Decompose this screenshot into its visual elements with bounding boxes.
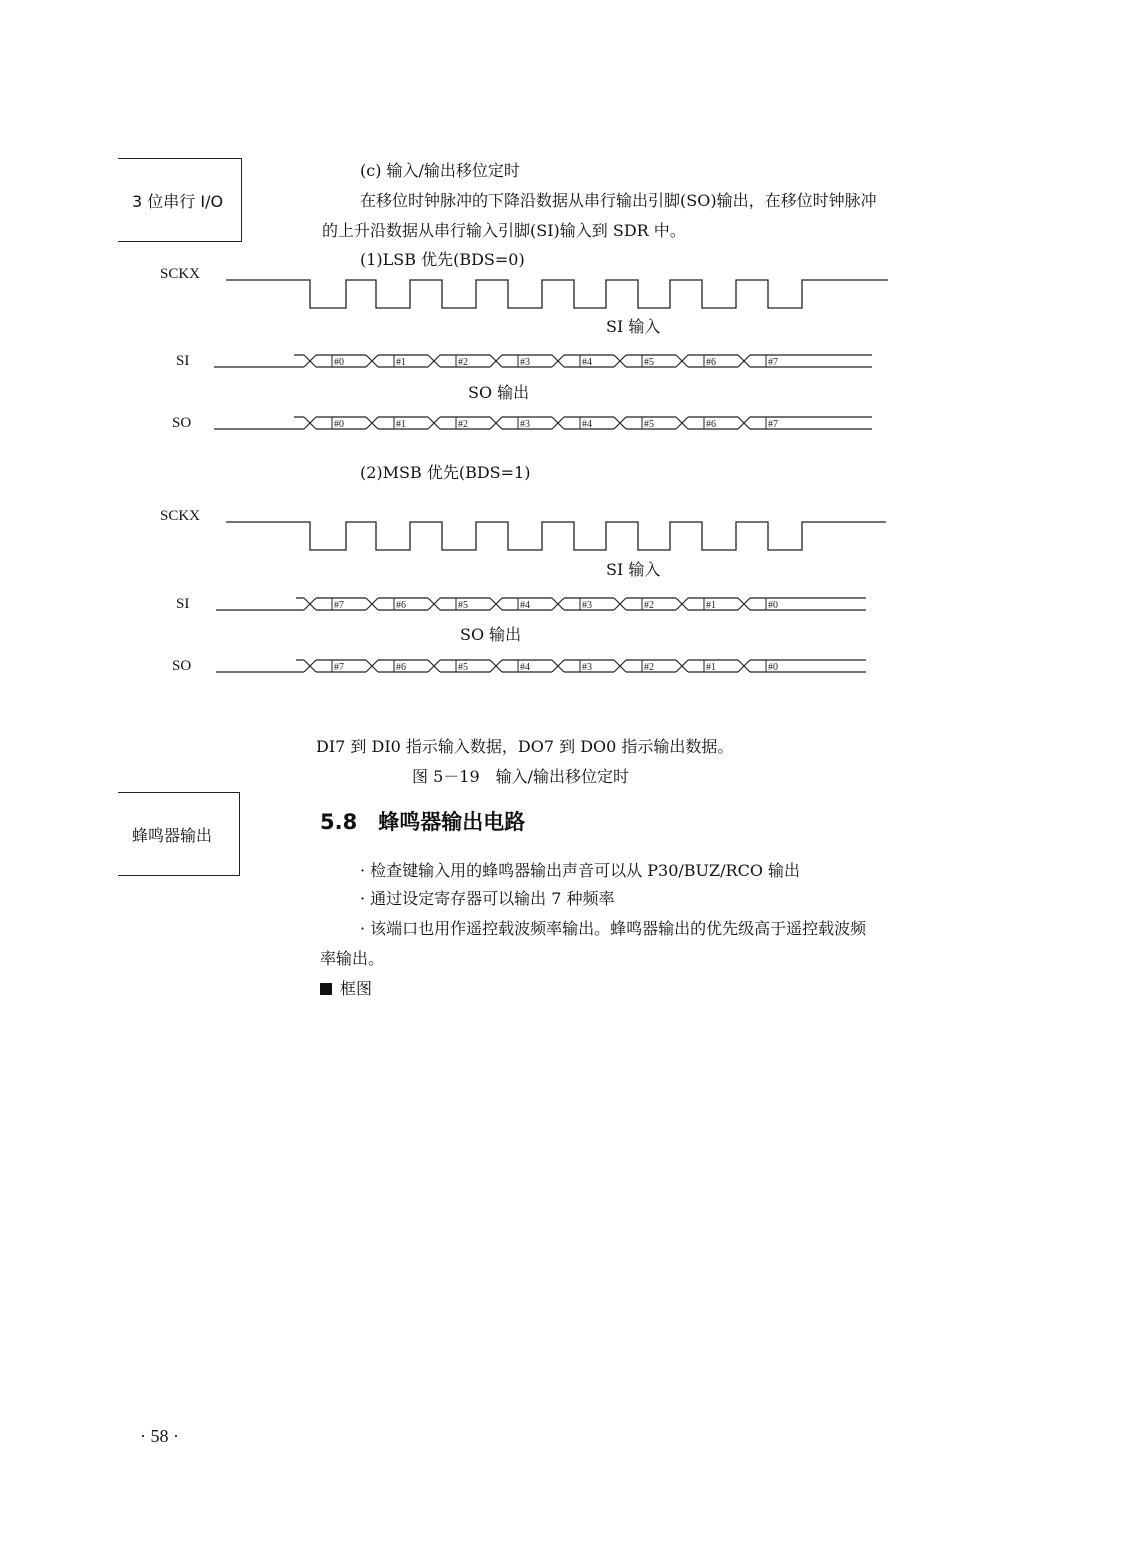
msb-so-transition [552, 660, 564, 672]
msb-diagram-title: (2)MSB 优先(BDS=1) [360, 463, 531, 482]
lsb-si-bit-label: #6 [706, 357, 716, 368]
msb-si-bus [216, 598, 866, 611]
lsb-si-label: SI [176, 353, 190, 369]
lsb-so-bit-label: #2 [458, 419, 468, 430]
lsb-si-bit-label: #3 [520, 357, 530, 368]
lsb-si-bit-label: #0 [334, 357, 344, 368]
msb-sckx-label: SCKX [160, 508, 201, 524]
figure-note: DI7 到 DI0 指示输入数据，DO7 到 DO0 指示输出数据。 [316, 737, 734, 756]
lsb-so-transition [614, 417, 626, 429]
lsb-so-output-note: SO 输出 [468, 383, 530, 402]
lsb-si-bit-label: #2 [458, 357, 468, 368]
msb-si-label: SI [176, 596, 190, 612]
lsb-so-transition [428, 417, 440, 429]
lsb-so-transition [366, 417, 378, 429]
msb-si-bit-label: #7 [334, 600, 344, 611]
msb-so-transition [304, 660, 316, 672]
msb-so-transition [366, 660, 378, 672]
square-bullet-icon [320, 983, 332, 995]
lsb-so-transition [552, 417, 564, 429]
msb-so-idle-leading [216, 660, 304, 672]
msb-so-bit-label: #6 [396, 662, 406, 673]
lsb-so-bus [214, 417, 872, 430]
lsb-si-bit-label: #1 [396, 357, 406, 368]
lsb-so-transition [676, 417, 688, 429]
lsb-so-bit-label: #5 [644, 419, 654, 430]
lsb-so-transition [490, 417, 502, 429]
sidebar-box-buzzer [118, 792, 240, 876]
lsb-sckx-label: SCKX [160, 266, 201, 282]
lsb-so-label: SO [172, 415, 192, 431]
msb-so-bit-label: #4 [520, 662, 530, 673]
msb-so-label: SO [172, 658, 192, 674]
lsb-si-transition [490, 355, 502, 367]
msb-si-transition [428, 598, 440, 610]
block-diagram-label-row [320, 976, 372, 999]
msb-si-transition [738, 598, 750, 610]
msb-si-idle-leading [216, 598, 304, 610]
lsb-si-transition [552, 355, 564, 367]
bullet-item-1: · 检查键输入用的蜂鸣器输出声音可以从 P30/BUZ/RCO 输出 [360, 861, 801, 880]
lsb-so-bit-label: #0 [334, 419, 344, 430]
bullet-item-3-line1: · 该端口也用作遥控载波频率输出。蜂鸣器输出的优先级高于遥控载波频 [360, 919, 867, 938]
lsb-si-bit-label: #7 [768, 357, 778, 368]
msb-si-bit-label: #0 [768, 600, 778, 611]
msb-so-transition [428, 660, 440, 672]
msb-sckx-waveform [226, 522, 886, 550]
msb-si-transition [552, 598, 564, 610]
sidebar-label-buzzer: 蜂鸣器输出 [132, 825, 213, 845]
lsb-so-idle-leading [214, 417, 304, 429]
lsb-si-bus [214, 355, 872, 368]
msb-si-bit-label: #4 [520, 600, 530, 611]
lsb-si-idle-leading [214, 355, 304, 367]
lsb-timing-diagram [0, 0, 1122, 700]
lsb-sckx-waveform [226, 280, 888, 308]
lsb-si-input-note: SI 输入 [606, 317, 661, 336]
figure-caption: 图 5－19 输入/输出移位定时 [412, 767, 630, 786]
msb-si-transition [366, 598, 378, 610]
msb-so-output-note: SO 输出 [460, 625, 522, 644]
msb-si-bit-label: #1 [706, 600, 716, 611]
msb-si-input-note: SI 输入 [606, 560, 661, 579]
msb-si-transition [304, 598, 316, 610]
lsb-si-transition [614, 355, 626, 367]
lsb-si-transition [366, 355, 378, 367]
msb-so-bit-label: #5 [458, 662, 468, 673]
lsb-diagram-title: (1)LSB 优先(BDS=0) [360, 250, 525, 269]
msb-so-transition [738, 660, 750, 672]
section-c-paragraph-line1: 在移位时钟脉冲的下降沿数据从串行输出引脚(SO)输出，在移位时钟脉冲 [360, 191, 877, 210]
lsb-so-bit-label: #1 [396, 419, 406, 430]
msb-si-transition [490, 598, 502, 610]
msb-si-bit-label: #2 [644, 600, 654, 611]
msb-so-transition [490, 660, 502, 672]
msb-so-bit-label: #2 [644, 662, 654, 673]
msb-si-bit-label: #6 [396, 600, 406, 611]
sidebar-label-serial-io: 3 位串行 I/O [132, 191, 224, 211]
msb-so-transition [614, 660, 626, 672]
block-diagram-label: 框图 [340, 979, 373, 998]
lsb-so-bit-label: #3 [520, 419, 530, 430]
msb-si-transition [614, 598, 626, 610]
lsb-si-bit-label: #5 [644, 357, 654, 368]
msb-si-bit-label: #5 [458, 600, 468, 611]
msb-so-bit-label: #7 [334, 662, 344, 673]
lsb-si-bit-label: #4 [582, 357, 592, 368]
msb-so-bit-label: #1 [706, 662, 716, 673]
msb-so-transition [676, 660, 688, 672]
msb-so-bit-label: #0 [768, 662, 778, 673]
lsb-so-transition [304, 417, 316, 429]
msb-si-bit-label: #3 [582, 600, 592, 611]
lsb-si-transition [676, 355, 688, 367]
lsb-so-bit-label: #4 [582, 419, 592, 430]
lsb-si-transition [738, 355, 750, 367]
lsb-si-transition [428, 355, 440, 367]
page-number: · 58 · [140, 1426, 179, 1446]
lsb-so-transition [738, 417, 750, 429]
msb-si-transition [676, 598, 688, 610]
bullet-item-2: · 通过设定寄存器可以输出 7 种频率 [360, 889, 615, 908]
lsb-so-bit-label: #7 [768, 419, 778, 430]
section-c-paragraph-line2: 的上升沿数据从串行输入引脚(SI)输入到 SDR 中。 [322, 221, 686, 240]
msb-so-bus [216, 660, 866, 673]
lsb-si-transition [304, 355, 316, 367]
lsb-so-bit-label: #6 [706, 419, 716, 430]
section-heading: 5.8 蜂鸣器输出电路 [320, 810, 526, 834]
msb-so-bit-label: #3 [582, 662, 592, 673]
bullet-item-3-line2: 率输出。 [320, 949, 385, 968]
section-c-title: (c) 输入/输出移位定时 [360, 161, 520, 180]
